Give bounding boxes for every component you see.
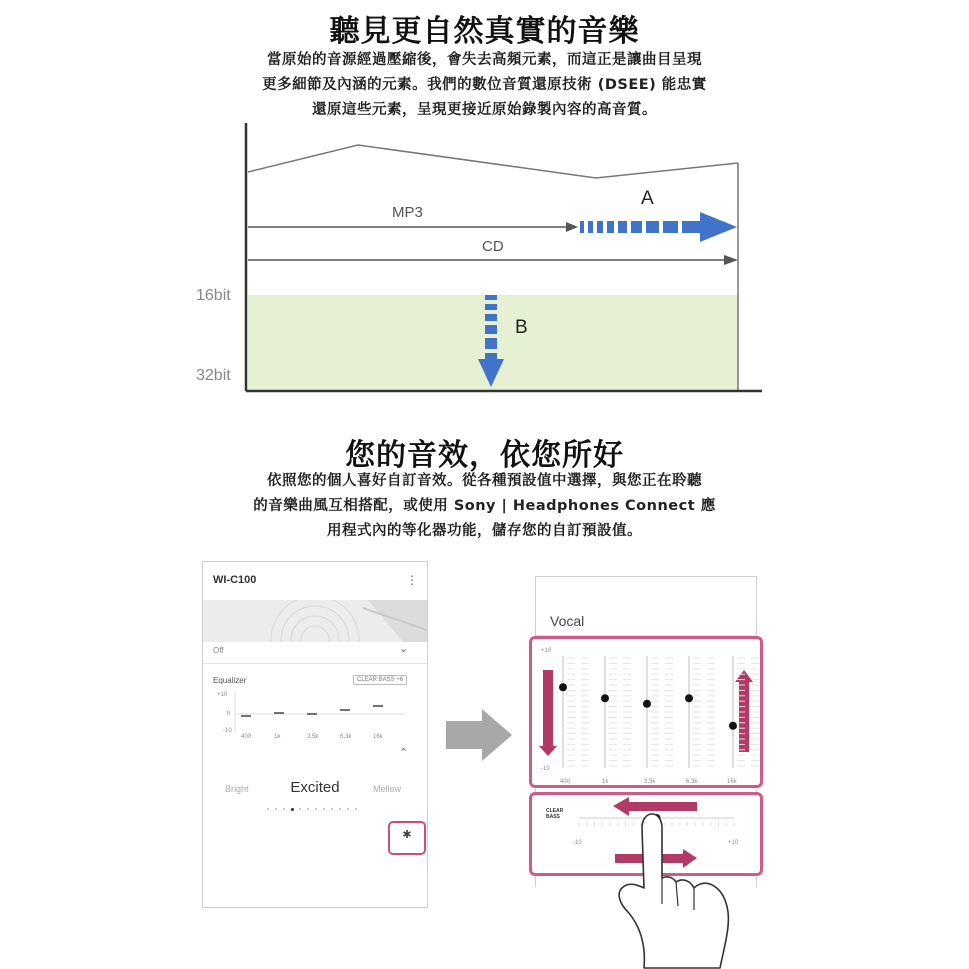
dsee-diagram xyxy=(0,115,969,405)
preset-dot xyxy=(307,808,309,810)
eq-right-band-labels xyxy=(557,779,747,789)
eq-slider-knob-16k[interactable] xyxy=(729,722,737,730)
app-screen-left xyxy=(202,561,428,908)
eq-band-label: 400 xyxy=(241,734,252,740)
drag-up-arrow xyxy=(735,670,753,752)
preset-dot xyxy=(283,808,285,810)
eq-y-bottom: -10 xyxy=(223,728,232,734)
section1-body xyxy=(200,48,769,123)
section2-title: 您的音效，依您所好 xyxy=(345,438,624,473)
section2-body-line-1: 依照您的個人喜好自訂音效。從各種預設值中選擇，與您正在聆聽 xyxy=(267,473,702,489)
eq-band-label: 16k xyxy=(373,734,383,740)
eq-band-label: 6.3k xyxy=(340,734,352,740)
headphones-banner-image xyxy=(203,600,427,642)
eq-y-mid: 0 xyxy=(227,711,231,717)
transition-arrow-icon xyxy=(444,707,514,763)
eq-right-y-top: +10 xyxy=(541,648,552,654)
clear-bass-max: +10 xyxy=(728,840,739,846)
preset-dot xyxy=(299,808,301,810)
eq-band-labels xyxy=(231,734,411,744)
preset-dot-active xyxy=(291,808,294,811)
clear-bass-label: CLEAR BASS xyxy=(546,808,564,820)
preset-current[interactable]: Excited xyxy=(290,779,340,796)
label-b: B xyxy=(515,317,528,338)
preset-name: Vocal xyxy=(550,613,585,629)
drag-down-arrow xyxy=(539,670,557,756)
section1-body-line-3: 還原這些元素，呈現更接近原始錄製內容的高音質。 xyxy=(312,102,657,118)
label-16bit: 16bit xyxy=(196,287,231,304)
mp3-label: MP3 xyxy=(392,204,423,221)
eq-right-band-label: 6.3k xyxy=(686,779,698,785)
eq-right-y-bottom: -10 xyxy=(541,766,550,772)
cd-label: CD xyxy=(482,238,504,255)
eq-right-band-label: 400 xyxy=(560,779,571,785)
gear-icon[interactable]: ✱ xyxy=(402,828,412,841)
eq-band-label: 2.5k xyxy=(307,734,319,740)
divider xyxy=(203,663,427,664)
eq-slider-knob-6.3k[interactable] xyxy=(685,694,693,702)
preset-dot xyxy=(347,808,349,810)
mp3-arrowhead xyxy=(566,222,578,232)
section2-body-line-2: 的音樂曲風互相搭配，或使用 Sony | Headphones Connect 應 xyxy=(253,498,716,514)
eq-right-band-label: 2.5k xyxy=(644,779,656,785)
kebab-menu-icon[interactable]: ⋮ xyxy=(406,573,418,587)
device-name: WI-C100 xyxy=(213,574,257,586)
preset-dropdown-value[interactable]: Off xyxy=(213,646,224,655)
preset-dot xyxy=(267,808,269,810)
arrow-a xyxy=(580,212,737,242)
eq-right-band-label: 16k xyxy=(727,779,737,785)
eq-band-label: 1k xyxy=(274,734,281,740)
eq-slider-knob-1k[interactable] xyxy=(601,694,609,702)
preset-left[interactable]: Bright xyxy=(225,784,249,794)
section1-body-line-2: 更多細節及內涵的元素。我們的數位音質還原技術 (DSEE) 能忠實 xyxy=(262,77,707,93)
eq-sliders-chart[interactable] xyxy=(529,636,763,788)
preset-dot xyxy=(355,808,357,810)
section1-body-line-1: 當原始的音源經過壓縮後，會失去高頻元素，而這正是讓曲目呈現 xyxy=(267,52,702,68)
label-32bit: 32bit xyxy=(196,367,231,384)
frequency-curve xyxy=(248,145,738,178)
preset-dot xyxy=(275,808,277,810)
section2-body-line-3: 用程式內的等化器功能，儲存您的自訂預設值。 xyxy=(327,523,642,539)
section2-body xyxy=(200,469,769,544)
preset-dot xyxy=(339,808,341,810)
label-a: A xyxy=(641,188,654,209)
section1-title: 聽見更自然真實的音樂 xyxy=(329,14,640,49)
pointing-hand-icon xyxy=(600,808,740,969)
chevron-down-icon[interactable]: ⌄ xyxy=(399,642,409,655)
cd-arrowhead xyxy=(724,255,738,265)
equalizer-label: Equalizer xyxy=(213,676,247,685)
clear-bass-min: -10 xyxy=(573,840,582,846)
chevron-up-icon[interactable]: ⌃ xyxy=(399,746,409,759)
eq-slider-knob-400[interactable] xyxy=(559,683,567,691)
preset-right[interactable]: Mellow xyxy=(373,784,402,794)
eq-slider-knob-2.5k[interactable] xyxy=(643,700,651,708)
clear-bass-badge: CLEAR BASS +6 xyxy=(353,675,407,685)
eq-right-band-label: 1k xyxy=(602,779,609,785)
preset-dot xyxy=(331,808,333,810)
preset-dot xyxy=(323,808,325,810)
eq-y-top: +10 xyxy=(217,692,228,698)
preset-page-dots xyxy=(267,808,363,812)
preset-dot xyxy=(315,808,317,810)
